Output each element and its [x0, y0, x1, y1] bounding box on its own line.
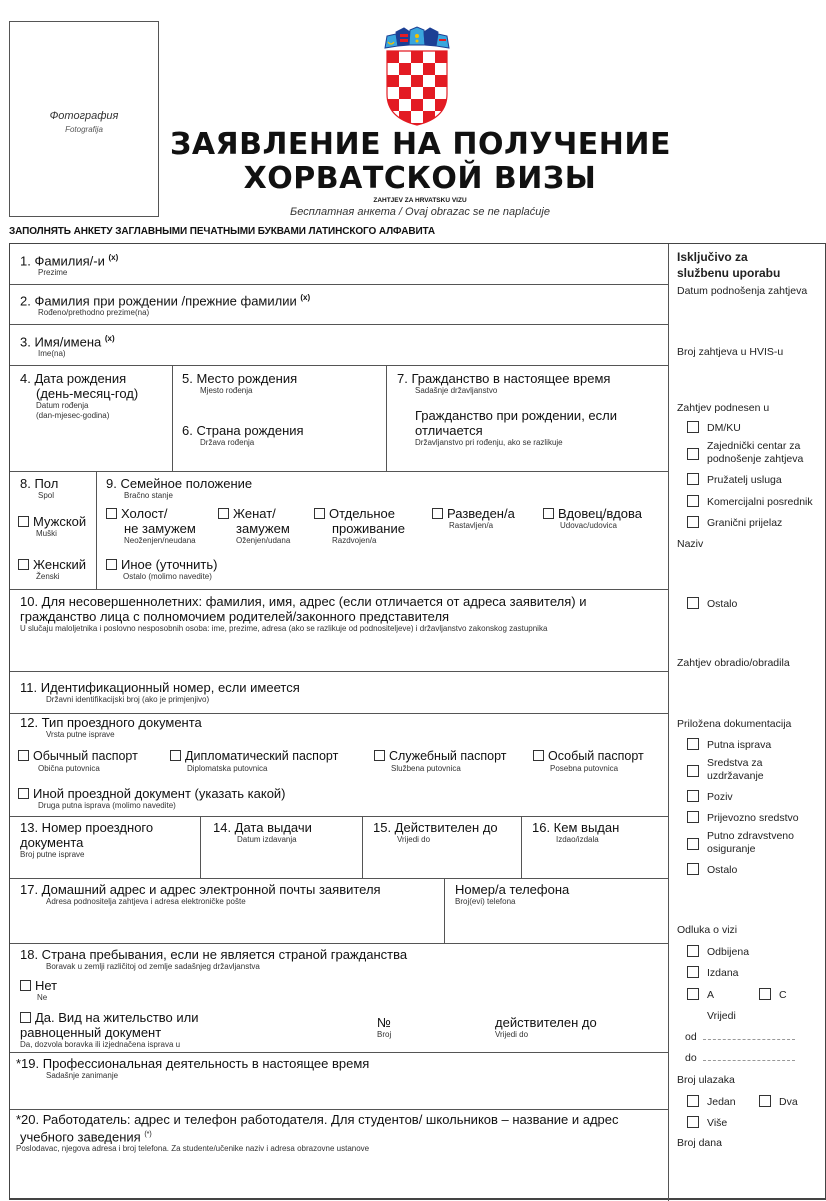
option-label: Разведен/а	[447, 506, 515, 521]
checkbox-icon[interactable]	[18, 788, 29, 799]
checkbox-icon[interactable]	[759, 988, 771, 1000]
option-label-hr: Udovac/udovica	[560, 521, 617, 530]
field-employer[interactable]	[16, 1112, 666, 1154]
field-label: 15. Действителен до	[373, 820, 498, 835]
official-hvis-number: Broj zahtjeva u HVIS-u	[677, 346, 784, 358]
option-label-hr: Muški	[36, 529, 57, 538]
checkbox-invitation[interactable]	[687, 790, 733, 804]
option-label: Холост/	[121, 506, 168, 521]
checkbox-icon[interactable]	[687, 765, 699, 777]
field-label-hr: Broj(evi) telefona	[455, 897, 516, 906]
divider	[521, 816, 522, 878]
option-label: Poziv	[707, 791, 733, 803]
field-label-hr: Vrijedi do	[397, 835, 431, 844]
checkbox-other-marital[interactable]	[106, 557, 217, 582]
checkbox-travel-health-insurance[interactable]	[687, 830, 794, 855]
official-submitted-at: Zahtjev podnesen u	[677, 402, 770, 414]
option-label: Иной проездной документ (указать какой)	[33, 786, 286, 801]
field-label: 2. Фамилия при рождении /прежние фамилии	[20, 293, 297, 309]
field-birth-country[interactable]	[182, 423, 304, 448]
field-birth-place[interactable]	[182, 371, 297, 396]
crest-square	[411, 51, 423, 63]
checkbox-service-provider[interactable]	[687, 473, 782, 487]
field-label: 8. Пол	[20, 476, 59, 491]
checkbox-widowed[interactable]	[543, 506, 642, 531]
option-label: Prijevozno sredstvo	[707, 812, 799, 824]
checkbox-dm-ku[interactable]	[687, 421, 741, 435]
field-label-hr: Broj putne isprave	[20, 850, 85, 859]
option-label-hr: Posebna putovnica	[550, 764, 619, 773]
checkbox-icon[interactable]	[533, 750, 544, 761]
option-label-hr: Druga putna isprava (molimo navedite)	[38, 801, 176, 810]
crest-square	[399, 87, 411, 99]
option-label-hr: Da, dozvola boravka ili izjednačena isprava u	[20, 1040, 181, 1049]
official-title-line1: Isključivo za	[677, 250, 748, 264]
field-label-hr: Poslodavac, njegova adresa i broj telefona. Za studente/učenike naziv i adresa obrazovne ustanove	[16, 1144, 370, 1154]
official-title	[677, 249, 780, 281]
checkbox-icon[interactable]	[218, 508, 229, 519]
field-label-2: учебного заведения	[20, 1129, 141, 1145]
option-label: Jedan	[707, 1096, 736, 1108]
option-label: Zajednički centar za	[707, 440, 801, 452]
checkered-shield-icon	[387, 51, 447, 126]
crest-square	[387, 75, 399, 87]
checkbox-icon[interactable]	[687, 1095, 699, 1107]
required-mark: (x)	[108, 253, 119, 262]
checkbox-ordinary-passport[interactable]	[18, 749, 138, 774]
checkbox-icon[interactable]	[170, 750, 181, 761]
field-label: 14. Дата выдачи	[213, 820, 312, 835]
divider	[386, 365, 387, 471]
divider	[200, 816, 201, 878]
divider	[10, 1109, 668, 1110]
field-label: 11. Идентификационный номер, если имеется	[20, 680, 300, 695]
subtitle-hr: ZAHTJEV ZA HRVATSKU VIZU	[373, 197, 467, 204]
field-label: 5. Место рождения	[182, 371, 298, 386]
checkbox-icon[interactable]	[687, 1116, 699, 1128]
official-number-of-entries: Broj ulazaka	[677, 1074, 735, 1086]
field-label-hr: Sadašnje državljanstvo	[415, 386, 498, 395]
field-label-hr: Prezime	[38, 268, 68, 278]
option-label-hr: Ne	[37, 993, 48, 1002]
dotted-input-line[interactable]	[703, 1052, 795, 1061]
crest-square	[411, 111, 423, 123]
option-label: Granični prijelaz	[707, 517, 783, 529]
divider	[10, 589, 668, 590]
field-label-hr-format: (dan-mjesec-godina)	[36, 411, 110, 420]
page-title-line1: ЗАЯВЛЕНИЕ НА ПОЛУЧЕНИЕ	[170, 127, 671, 162]
field-label-hr: Izdao/izdala	[556, 835, 599, 844]
checkbox-entry-one[interactable]	[687, 1095, 736, 1109]
official-valid-from[interactable]	[685, 1031, 795, 1044]
official-valid: Vrijedi	[707, 1010, 736, 1022]
field-label-2: документа	[20, 835, 84, 850]
checkbox-joint-center[interactable]	[687, 440, 804, 465]
divider	[10, 816, 668, 817]
crest-square	[423, 87, 435, 99]
field-label: 9. Семейное положение	[106, 476, 253, 491]
option-label: Вдовец/вдова	[558, 506, 642, 521]
option-label-hr: Neoženjen/neudana	[124, 536, 196, 545]
option-label: Да. Вид на жительство или	[35, 1010, 199, 1025]
field-label: 18. Страна пребывания, если не является страной гражданства	[20, 947, 408, 962]
crest-square	[387, 123, 399, 126]
field-label: od	[685, 1031, 697, 1043]
field-label-hr: Broj	[377, 1030, 392, 1039]
checkbox-separated[interactable]	[314, 506, 405, 546]
option-label: Ostalo	[707, 598, 738, 610]
option-label-hr: Rastavljen/a	[449, 521, 494, 530]
crest-square	[435, 51, 447, 63]
checkbox-single[interactable]	[106, 506, 196, 546]
field-label-hr: Državni identifikacijski broj (ako je primjenjivo)	[46, 695, 210, 704]
checkbox-icon[interactable]	[687, 838, 699, 850]
official-date-submitted: Datum podnošenja zahtjeva	[677, 285, 808, 297]
checkbox-diplomatic-passport[interactable]	[170, 749, 338, 774]
field-label: 3. Имя/имена	[20, 334, 102, 350]
field-citizenship[interactable]	[397, 371, 662, 448]
checkbox-icon[interactable]	[20, 1012, 31, 1023]
checkbox-icon[interactable]	[687, 811, 699, 823]
field-label-birth-citizenship-2: отличается	[415, 423, 483, 438]
field-label-hr: Ime(na)	[38, 349, 66, 359]
option-label-2: замужем	[236, 521, 290, 536]
option-label: Служебный паспорт	[389, 749, 507, 763]
fill-instruction: ЗАПОЛНЯТЬ АНКЕТУ ЗАГЛАВНЫМИ ПЕЧАТНЫМИ БУКВАМИ ЛАТИНСКОГО АЛФАВИТА	[9, 226, 436, 237]
option-label-hr: Ostalo (molimo navedite)	[123, 572, 212, 581]
field-first-name[interactable]	[20, 331, 115, 359]
divider	[10, 878, 668, 879]
checkbox-icon[interactable]	[687, 516, 699, 528]
field-issued-by[interactable]	[532, 820, 619, 845]
checkbox-other-docs[interactable]	[687, 863, 737, 877]
field-label-hr: Mjesto rođenja	[200, 386, 253, 395]
field-home-address[interactable]	[20, 882, 381, 907]
field-residence-valid-until[interactable]	[495, 1015, 597, 1040]
divider	[10, 284, 668, 285]
option-label: Женат/	[233, 506, 276, 521]
checkbox-issued[interactable]	[687, 966, 739, 980]
field-label: 13. Номер проездного	[20, 820, 154, 835]
field-label: 16. Кем выдан	[532, 820, 620, 835]
option-label-hr: Obična putovnica	[38, 764, 100, 773]
field-label: *20. Работодатель: адрес и телефон работодателя. Для студентов/ школьников – название и адрес	[16, 1112, 619, 1127]
crest-square	[411, 75, 423, 87]
crest-square	[435, 123, 447, 126]
option-label: Pružatelj usluga	[707, 474, 782, 486]
official-valid-to[interactable]	[685, 1052, 795, 1065]
required-mark: (x)	[104, 334, 115, 343]
option-label-hr: Oženjen/udana	[236, 536, 291, 545]
field-label: 12. Тип проездного документа	[20, 715, 202, 730]
checkbox-commercial-intermediary[interactable]	[687, 495, 813, 509]
checkbox-refused[interactable]	[687, 945, 749, 959]
divider	[10, 324, 668, 325]
checkbox-icon[interactable]	[106, 508, 117, 519]
divider	[10, 365, 668, 366]
field-label-hr: Vrijedi do	[495, 1030, 529, 1039]
checkbox-visa-a[interactable]	[687, 988, 714, 1002]
field-label-hr: Vrsta putne isprave	[46, 730, 115, 739]
official-attached-docs: Priložena dokumentacija	[677, 718, 792, 730]
checkbox-icon[interactable]	[106, 559, 117, 570]
field-label-hr: Država rođenja	[200, 438, 255, 447]
crest-square	[423, 75, 435, 87]
photo-label-hr: Fotografija	[65, 125, 103, 134]
option-label: Иное (уточнить)	[121, 557, 218, 572]
checkbox-icon[interactable]	[432, 508, 443, 519]
option-label: C	[779, 989, 787, 1001]
divider	[10, 943, 668, 944]
field-marital-status	[106, 476, 252, 501]
field-birth-date[interactable]	[20, 371, 170, 421]
checkbox-icon[interactable]	[687, 988, 699, 1000]
crest-square	[411, 87, 423, 99]
photo-box[interactable]	[9, 21, 159, 217]
option-label: Особый паспорт	[548, 749, 644, 763]
official-name: Naziv	[677, 538, 704, 550]
field-label-hr: Sadašnje zanimanje	[46, 1071, 119, 1080]
crown-icon	[385, 27, 449, 48]
note-mark: (*)	[144, 1131, 152, 1138]
option-label-2: не замужем	[124, 521, 196, 536]
checkbox-icon[interactable]	[687, 790, 699, 802]
crest-square	[423, 63, 435, 75]
crest-square	[423, 123, 435, 126]
crest-square	[411, 63, 423, 75]
field-label: 1. Фамилия/-и	[20, 253, 105, 269]
field-label: do	[685, 1052, 697, 1064]
option-label-hr: Ženski	[36, 572, 60, 581]
checkbox-icon[interactable]	[687, 738, 699, 750]
crest-square	[399, 51, 411, 63]
field-label-hr: Rođeno/prethodno prezime(na)	[38, 308, 150, 318]
option-label: A	[707, 989, 715, 1001]
divider	[96, 471, 97, 589]
field-travel-doc-number[interactable]	[20, 820, 198, 860]
field-label-hr: Boravak u zemlji različitoj od zemlje sadašnjeg državljanstva	[46, 962, 260, 971]
option-label: Мужской	[33, 514, 87, 529]
field-guardian[interactable]	[20, 594, 665, 634]
field-id-number[interactable]	[20, 680, 300, 705]
field-label: Номер/а телефона	[455, 882, 570, 897]
field-surname[interactable]	[20, 250, 118, 278]
checkbox-icon[interactable]	[687, 945, 699, 957]
checkbox-icon[interactable]	[687, 421, 699, 433]
option-label: Komercijalni posrednik	[707, 496, 813, 508]
checkbox-icon[interactable]	[18, 559, 29, 570]
checkbox-means-of-transport[interactable]	[687, 811, 799, 825]
checkbox-icon[interactable]	[374, 750, 385, 761]
field-label-hr: U slučaju maloljetnika i poslovno nesposobnih osoba: ime, prezime, adresa (ako se razlikuje od podnositeljeve) i državljanstvo zakonskog zastupnika	[20, 624, 548, 633]
option-label: Putno zdravstveno	[707, 830, 794, 842]
official-number-of-days: Broj dana	[677, 1137, 722, 1149]
field-label: 4. Дата рождения	[20, 371, 127, 386]
crest-square	[387, 51, 399, 63]
field-issue-date[interactable]	[213, 820, 312, 845]
checkbox-icon[interactable]	[687, 448, 699, 460]
official-title-line2: službenu uporabu	[677, 266, 781, 280]
checkbox-icon[interactable]	[314, 508, 325, 519]
field-sex	[20, 476, 94, 501]
option-label-hr: Diplomatska putovnica	[187, 764, 268, 773]
checkbox-icon[interactable]	[687, 495, 699, 507]
field-residence-country	[20, 947, 407, 972]
field-phone[interactable]	[455, 882, 569, 907]
field-occupation[interactable]	[16, 1056, 369, 1081]
crest-square	[399, 75, 411, 87]
checkbox-entry-multiple[interactable]	[687, 1116, 727, 1130]
checkbox-icon[interactable]	[687, 966, 699, 978]
checkbox-residence-yes[interactable]	[20, 1010, 199, 1050]
checkbox-married[interactable]	[218, 506, 290, 546]
option-label-2: равноценный документ	[20, 1025, 162, 1040]
divider	[10, 471, 668, 472]
crest-square	[423, 51, 435, 63]
checkbox-other-submission[interactable]	[687, 597, 737, 611]
checkbox-service-passport[interactable]	[374, 749, 506, 774]
crest-square	[387, 87, 399, 99]
photo-label: Фотография	[49, 110, 119, 122]
required-mark: (x)	[300, 293, 311, 302]
checkbox-icon[interactable]	[18, 516, 29, 527]
checkbox-residence-no[interactable]	[20, 978, 57, 1003]
checkbox-divorced[interactable]	[432, 506, 515, 531]
field-label: 6. Страна рождения	[182, 423, 304, 438]
divider	[10, 713, 668, 714]
option-label: Putna isprava	[707, 739, 772, 751]
checkbox-icon[interactable]	[687, 597, 699, 609]
field-travel-doc-type	[20, 715, 202, 740]
divider	[10, 671, 668, 672]
checkbox-other-travel-doc[interactable]	[18, 786, 286, 811]
option-label: Ostalo	[707, 864, 738, 876]
dotted-input-line[interactable]	[703, 1031, 795, 1040]
divider	[10, 1052, 668, 1053]
field-label: *19. Профессиональная деятельность в настоящее время	[16, 1056, 370, 1071]
divider	[362, 816, 363, 878]
option-label-2: podnošenje zahtjeva	[707, 453, 804, 465]
croatian-coat-of-arms-icon	[382, 26, 452, 126]
field-label: действителен до	[495, 1015, 597, 1030]
crest-square	[435, 63, 447, 75]
checkbox-female[interactable]	[18, 557, 86, 582]
option-label-hr: Službena putovnica	[391, 764, 461, 773]
field-label-hr: Državljanstvo pri rođenju, ako se razlikuje	[415, 438, 563, 447]
option-label-2: osiguranje	[707, 843, 756, 855]
crest-square	[399, 63, 411, 75]
option-label: Izdana	[707, 967, 739, 979]
option-label-2: uzdržavanje	[707, 770, 764, 782]
field-birth-surname[interactable]	[20, 290, 310, 318]
field-residence-number[interactable]	[377, 1015, 391, 1040]
form-frame	[9, 243, 826, 1200]
field-label-2: гражданство лица с полномочием родителей/законного представителя	[20, 609, 450, 624]
free-form-note: Бесплатная анкета / Ovaj obrazac se ne naplaćuje	[290, 206, 550, 218]
crest-square	[399, 123, 411, 126]
option-label: Дипломатический паспорт	[185, 749, 339, 763]
option-label-2: проживание	[332, 521, 405, 536]
crest-square	[387, 63, 399, 75]
option-label: Нет	[35, 978, 58, 993]
checkbox-means-of-subsistence[interactable]	[687, 757, 764, 782]
crest-square	[435, 75, 447, 87]
field-label-hr: Spol	[38, 491, 55, 500]
official-visa-decision: Odluka o vizi	[677, 924, 738, 936]
checkbox-icon[interactable]	[20, 980, 31, 991]
option-label: Женский	[33, 557, 86, 572]
crest-square	[435, 87, 447, 99]
checkbox-special-passport[interactable]	[533, 749, 644, 774]
field-valid-until[interactable]	[373, 820, 498, 845]
checkbox-entry-two[interactable]	[759, 1095, 798, 1109]
checkbox-icon[interactable]	[687, 473, 699, 485]
crest-square	[423, 99, 435, 111]
option-label: Dva	[779, 1096, 798, 1108]
checkbox-icon[interactable]	[18, 750, 29, 761]
field-label: №	[377, 1015, 391, 1030]
field-label-hr: Datum izdavanja	[237, 835, 297, 844]
option-label: Обычный паспорт	[33, 749, 138, 763]
field-label-hr: Adresa podnositelja zahtjeva i adresa elektroničke pošte	[46, 897, 246, 906]
field-label: 7. Гражданство в настоящее время	[397, 371, 611, 386]
divider	[172, 365, 173, 471]
divider	[444, 878, 445, 943]
checkbox-visa-c[interactable]	[759, 988, 787, 1002]
field-label-hr: Datum rođenja	[36, 401, 89, 410]
page-title-line2: ХОРВАТСКОЙ ВИЗЫ	[243, 161, 597, 196]
official-column-divider	[668, 244, 669, 1201]
option-label: Sredstva za	[707, 757, 763, 769]
crest-square	[411, 99, 423, 111]
option-label: Отдельное	[329, 506, 396, 521]
option-label: DM/KU	[707, 422, 741, 434]
field-label-birth-citizenship: Гражданство при рождении, если	[415, 408, 617, 423]
checkbox-travel-document[interactable]	[687, 738, 771, 752]
official-processed-by: Zahtjev obradio/obradila	[677, 657, 790, 669]
crest-square	[399, 99, 411, 111]
option-label: Odbijena	[707, 946, 750, 958]
checkbox-male[interactable]	[18, 514, 86, 539]
field-label: 10. Для несовершеннолетних: фамилия, имя, адрес (если отличается от адреса заявителя) и	[20, 594, 587, 609]
field-label-format: (день-месяц-год)	[36, 386, 139, 401]
field-label-hr: Bračno stanje	[124, 491, 173, 500]
option-label-hr: Razdvojen/a	[332, 536, 377, 545]
checkbox-icon[interactable]	[759, 1095, 771, 1107]
checkbox-border-crossing[interactable]	[687, 516, 782, 530]
checkbox-icon[interactable]	[543, 508, 554, 519]
checkbox-icon[interactable]	[687, 863, 699, 875]
field-label: 17. Домашний адрес и адрес электронной почты заявителя	[20, 882, 381, 897]
option-label: Više	[707, 1117, 728, 1129]
